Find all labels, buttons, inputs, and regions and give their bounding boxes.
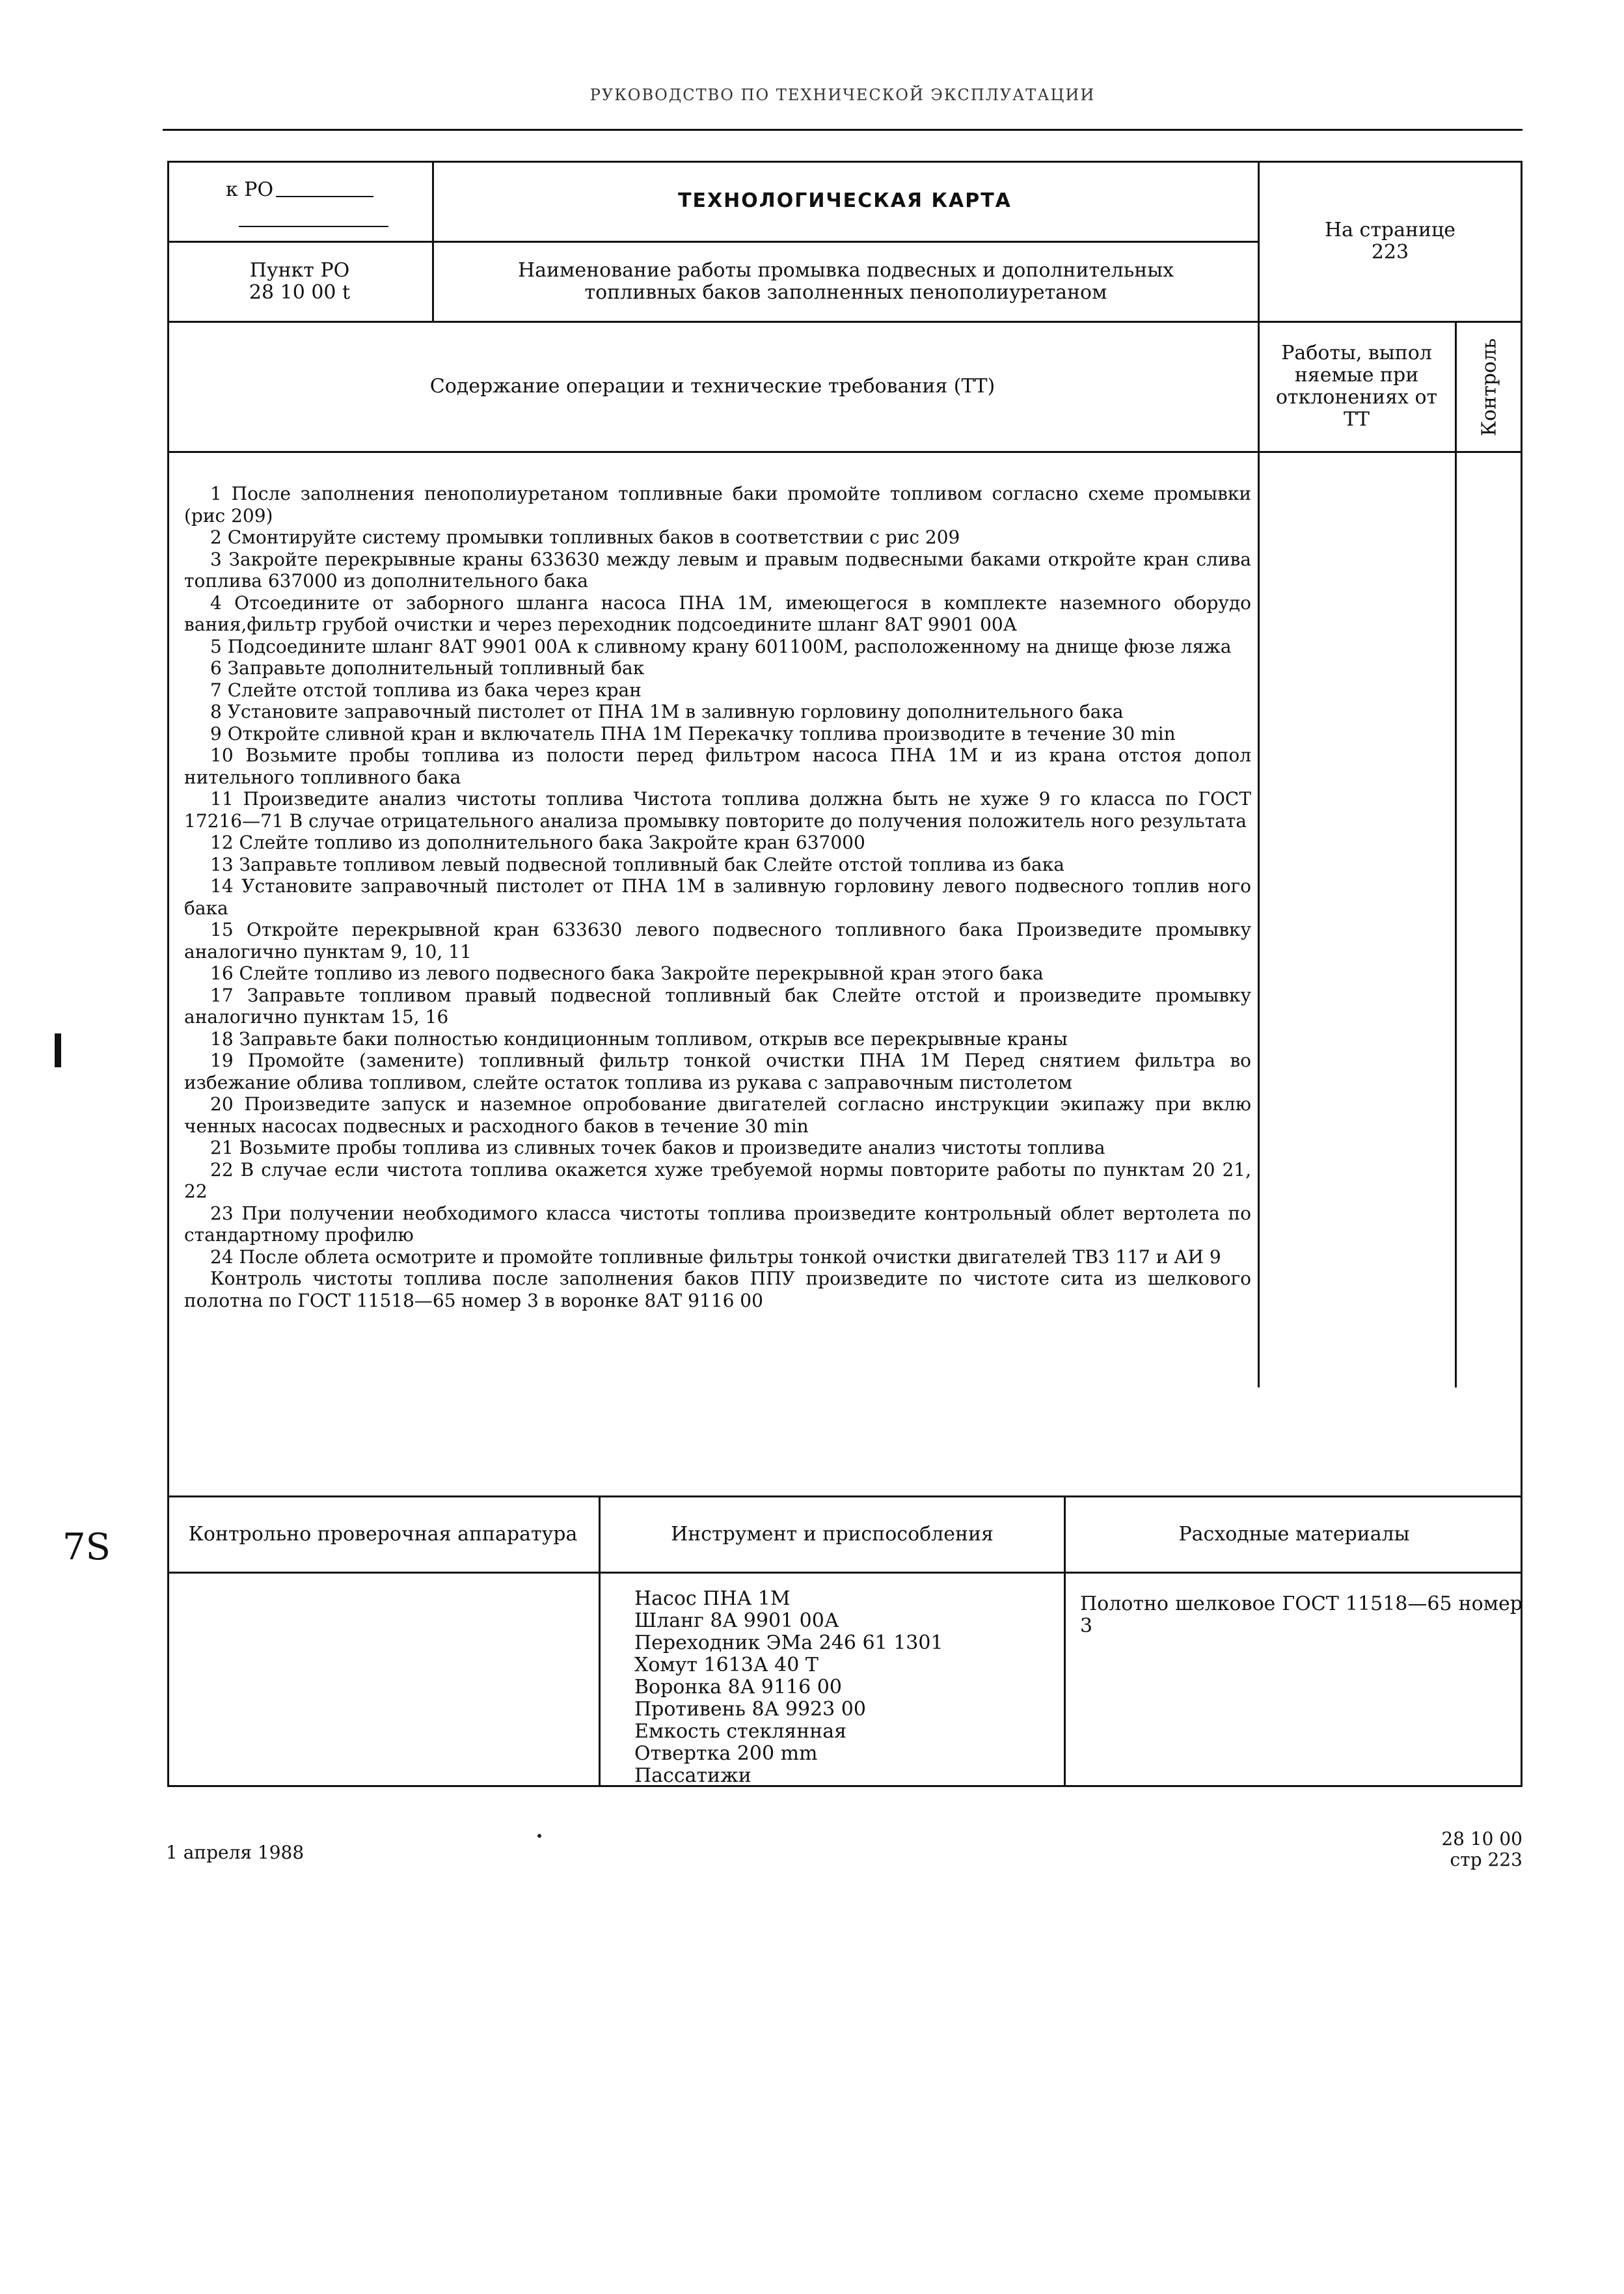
consumables-text: Полотно шелковое ГОСТ 11518—65 номер 3 (1080, 1592, 1522, 1637)
step-item: 19 Промойте (замените) топливный фильтр тонкой очистки ПНА 1М Перед снятием фильтра во избежание облива топливом, слейте остаток топлива из рукава с заправочным пистолетом (184, 1050, 1251, 1093)
ro-item-cell (167, 242, 432, 321)
step-item: 24 После облета осмотрите и промойте топливные фильтры тонкой очистки двигателей ТВ3 117 и АИ 9 (210, 1246, 1221, 1268)
step-item: 11 Произведите анализ чистоты топлива Чистота топлива должна быть не хуже 9 го класса по ГОСТ 17216—71 В случае отрицательного анализа промывку повторите до получения положитель ного результата (184, 788, 1251, 832)
step-item: 13 Заправьте топливом левый подвесной топливный бак Слейте отстой топлива из бака (210, 853, 1064, 875)
step-item: 17 Заправьте топливом правый подвесной топливный бак Слейте отстой и произведите промывку аналогично пунктам 15, 16 (184, 984, 1251, 1028)
step-item: 9 Откройте сливной кран и включатель ПНА 1М Перекачку топлива производите в течение 30 min (210, 722, 1176, 744)
page-label: На странице (1324, 219, 1456, 241)
step-item: Контроль чистоты топлива после заполнения баков ППУ произведите по чистоте сита из шелкового полотна по ГОСТ 11518—65 номер 3 в воронке 8АТ 9116 00 (184, 1268, 1251, 1311)
step-item: 18 Заправьте баки полностью кондиционным топливом, открыв все перекрывные краны (210, 1028, 1068, 1050)
step-item: 21 Возьмите пробы топлива из сливных точек баков и произведите анализ чистоты топлива (210, 1137, 1105, 1158)
tools-list (634, 1588, 943, 1787)
footer-date: 1 апреля 1988 (166, 1842, 304, 1863)
divider (1455, 322, 1457, 1387)
margin-handwritten-note: 7Ѕ (62, 1526, 111, 1568)
step-item: 20 Произведите запуск и наземное опробование двигателей согласно инструкции экипажу при вклю ченных насосах подвесных и расходного баков в течение 30 min (184, 1093, 1251, 1137)
work-name: Наименование работы промывка подвесных и дополнительных топливных баков заполненных пенополиуретаном (517, 258, 1174, 304)
deviations-column-header: Работы, выпол няемые при отклонениях от ТТ (1275, 342, 1438, 431)
to-ro-blank-2 (239, 226, 388, 227)
step-item: 5 Подсоедините шланг 8АТ 9901 00А к сливному крану 601100М, расположенному на днище фюзе ляжа (210, 635, 1232, 657)
tool-item: Насос ПНА 1М (634, 1587, 791, 1610)
to-ro-label: к РО (226, 178, 274, 201)
step-item: 10 Возьмите пробы топлива из полости перед фильтром насоса ПНА 1М и из крана отстоя допол нительного топливного бака (184, 744, 1251, 788)
ro-item-value: 28 10 00 t (249, 280, 351, 304)
tool-item: Шланг 8А 9901 00А (634, 1609, 839, 1632)
divider (1258, 161, 1260, 1387)
tool-item: Переходник ЭМа 246 61 1301 (634, 1632, 943, 1654)
divider (167, 451, 1522, 453)
footer-page: стр 223 (1450, 1849, 1522, 1870)
tool-item: Пассатижи (634, 1764, 751, 1787)
step-item: 8 Установите заправочный пистолет от ПНА 1М в заливную горловину дополнительного бака (210, 701, 1124, 722)
tool-item: Отвертка 200 mm (634, 1742, 818, 1765)
step-item: 3 Закройте перекрывные краны 633630 между левым и правым подвесными баками откройте кран слива топлива 637000 из дополнительного бака (184, 548, 1251, 592)
tool-item: Воронка 8А 9116 00 (634, 1676, 842, 1699)
step-item: 12 Слейте топливо из дополнительного бака Закройте кран 637000 (210, 832, 865, 853)
operation-steps (184, 483, 1251, 1311)
margin-bar (55, 1033, 61, 1067)
apparatus-header: Контрольно проверочная аппаратура (188, 1522, 578, 1546)
scan-dot (537, 1834, 541, 1838)
to-ro-blank (276, 196, 373, 197)
divider (167, 1572, 1522, 1574)
step-item: 16 Слейте топливо из левого подвесного бака Закройте перекрывной кран этого бака (210, 963, 1044, 984)
step-item: 2 Смонтируйте систему промывки топливных баков в соответствии с рис 209 (210, 526, 960, 548)
step-item: 4 Отсоедините от заборного шланга насоса ПНА 1М, имеющегося в комплекте наземного оборудо вания,фильтр грубой очистки и через переходник подсоедините шланг 8АТ 9901 00А (184, 592, 1251, 635)
footer-code: 28 10 00 (1441, 1828, 1522, 1850)
step-item: 6 Заправьте дополнительный топливный бак (210, 657, 645, 679)
step-item: 1 После заполнения пенополиуретаном топливные баки промойте топливом согласно схеме промывки (рис 209) (184, 483, 1251, 526)
consumables-header: Расходные материалы (1178, 1522, 1410, 1546)
tool-item: Противень 8А 9923 00 (634, 1698, 866, 1721)
tools-header: Инструмент и приспособления (671, 1522, 994, 1546)
to-ro-cell (167, 161, 432, 241)
step-item: 14 Установите заправочный пистолет от ПНА 1М в заливную горловину левого подвесного топлив ного бака (184, 875, 1251, 919)
page-ref-cell (1258, 161, 1522, 322)
content-column-header: Содержание операции и технические требования (ТТ) (429, 375, 995, 398)
step-item: 15 Откройте перекрывной кран 633630 левого подвесного топливного бака Произведите промывку аналогично пунктам 9, 10, 11 (184, 919, 1251, 963)
ro-item-label: Пункт РО (249, 258, 350, 282)
running-header: РУКОВОДСТВО ПО ТЕХНИЧЕСКОЙ ЭКСПЛУАТАЦИИ (589, 86, 1096, 104)
header-rule (163, 129, 1522, 131)
tool-item: Хомут 1613А 40 Т (634, 1654, 819, 1676)
step-item: 23 При получении необходимого класса чистоты топлива произведите контрольный облет вертолета по стандартному профилю (184, 1202, 1251, 1246)
card-title: ТЕХНОЛОГИЧЕСКАЯ КАРТА (678, 189, 1012, 212)
step-item: 7 Слейте отстой топлива из бака через кран (210, 679, 642, 701)
footer-ref (1431, 1829, 1522, 1870)
control-column-header: Контроль (1478, 338, 1501, 437)
step-item: 22 В случае если чистота топлива окажется хуже требуемой нормы повторите работы по пунктам 20 21, 22 (184, 1158, 1251, 1202)
tool-item: Емкость стеклянная (634, 1720, 847, 1743)
page-number: 223 (1371, 241, 1409, 264)
